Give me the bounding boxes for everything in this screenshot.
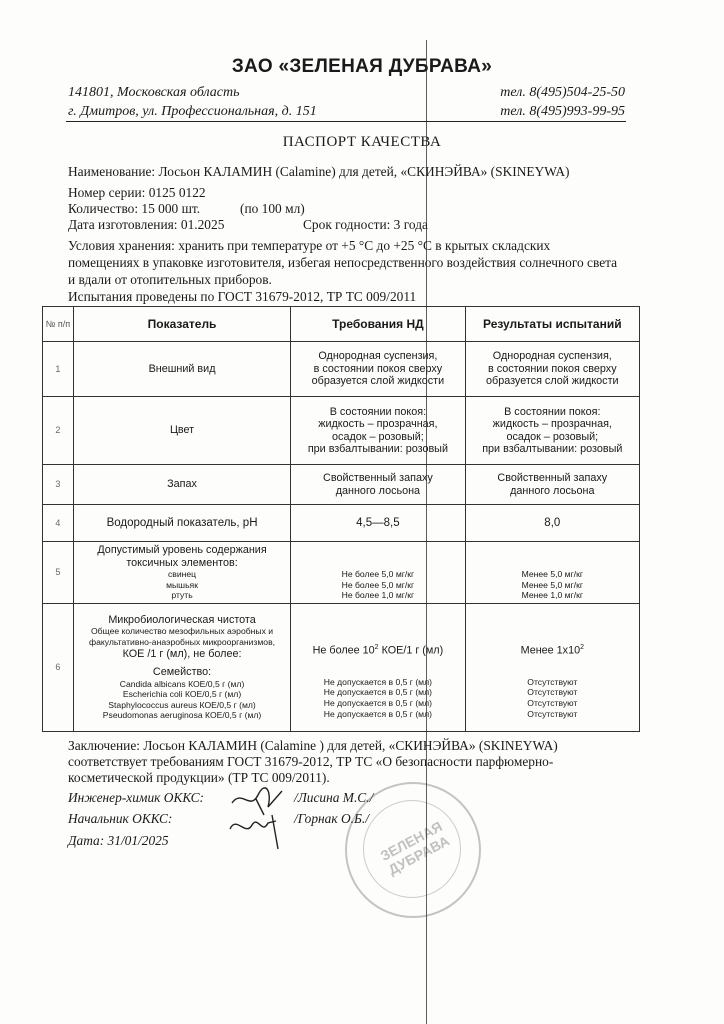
manufacture-date: Дата изготовления: 01.2025 — [68, 217, 225, 232]
series-number: Номер серии: 0125 0122 — [68, 185, 206, 200]
storage-conditions: Условия хранения: хранить при температуре от +5 °С до +25 °С в крытых складских помещениях в упаковке изготовителя, избегая непосредственного воздействия солнечного света и вдали от отопительных приборов. — [68, 238, 618, 287]
row-indicator: Допустимый уровень содержания токсичных элементов: свинец мышьяк ртуть — [73, 542, 290, 604]
row-requirement: Свойственный запаху данного лосьона — [291, 465, 465, 505]
row-requirement: В состоянии покоя: жидкость – прозрачная, осадок – розовый; при взбалтывании: розовый — [291, 397, 465, 465]
row-num: 6 — [43, 604, 74, 732]
table-row — [43, 465, 640, 505]
chief-label: Начальник ОККС: — [68, 811, 173, 826]
document-title: ПАСПОРТ КАЧЕСТВА — [282, 134, 442, 150]
row-result: Однородная суспензия, в состоянии покоя сверху образуется слой жидкости — [465, 342, 639, 397]
quality-table — [42, 306, 640, 732]
scan-fold-line — [426, 40, 427, 1024]
row-result: 8,0 — [465, 505, 639, 542]
chief-name: /Горнак О.Б./ — [294, 811, 369, 826]
table-row — [43, 397, 640, 465]
engineer-label: Инженер-химик ОККС: — [68, 790, 204, 805]
row-requirement: 4,5—8,5 — [291, 505, 465, 542]
row-num: 5 — [43, 542, 74, 604]
header-requirement: Требования НД — [291, 307, 465, 342]
address-line-2: г. Дмитров, ул. Профессиональная, д. 151 — [68, 104, 317, 119]
row-num: 3 — [43, 465, 74, 505]
row-indicator: Водородный показатель, рН — [73, 505, 290, 542]
header-result: Результаты испытаний — [465, 307, 639, 342]
header-num: № п/п — [43, 307, 74, 342]
signature-scribbles — [228, 785, 298, 855]
test-standards: Испытания проведены по ГОСТ 31679-2012, ТР ТС 009/2011 — [68, 289, 417, 304]
shelf-life: Срок годности: 3 года — [303, 217, 428, 232]
table-row — [43, 604, 640, 732]
row-indicator: Микробиологическая чистота Общее количество мезофильных аэробных и факультативно-анаэробных микроорганизмов, КОЕ /1 г (мл), не более: Семейство: Candida albicans КОЕ/0,5 г (мл) Escherichia coli КОЕ/0,5 г (мл) Staphylococcus aureus КОЕ/0,5 г (мл) Pseudomonas aeruginosa КОЕ/0,5 г (мл) — [73, 604, 290, 732]
header-indicator: Показатель — [73, 307, 290, 342]
phone-1: тел. 8(495)504-25-50 — [500, 85, 625, 100]
row-num: 1 — [43, 342, 74, 397]
document-date: Дата: 31/01/2025 — [68, 833, 169, 848]
row-indicator: Запах — [73, 465, 290, 505]
product-name: Наименование: Лосьон КАЛАМИН (Calamine) для детей, «СКИНЭЙВА» (SKINEYWA) — [68, 164, 570, 179]
row-result: В состоянии покоя: жидкость – прозрачная, осадок – розовый; при взбалтывании: розовый — [465, 397, 639, 465]
row-num: 2 — [43, 397, 74, 465]
header-divider — [66, 121, 626, 122]
table-row — [43, 342, 640, 397]
phone-2: тел. 8(495)993-99-95 — [500, 104, 625, 119]
row-result: Свойственный запаху данного лосьона — [465, 465, 639, 505]
row-result: Менее $1x10^2$ Отсутствуют Отсутствуют Отсутствуют Отсутствуют — [465, 604, 639, 732]
quantity: Количество: 15 000 шт. — [68, 201, 201, 216]
row-result: Менее 5,0 мг/кг Менее 5,0 мг/кг Менее 1,0 мг/кг — [465, 542, 639, 604]
row-requirement: Однородная суспензия, в состоянии покоя сверху образуется слой жидкости — [291, 342, 465, 397]
conclusion: Заключение: Лосьон КАЛАМИН (Calamine ) для детей, «СКИНЭЙВА» (SKINEYWA) соответствует требованиям ГОСТ 31679-2012, ТР ТС «О безопасности парфюмерно-косметической продукции» (ТР ТС 009/2011). — [68, 738, 558, 785]
row-indicator: Цвет — [73, 397, 290, 465]
company-stamp: ЗЕЛЕНАЯ ДУБРАВА — [345, 782, 481, 918]
row-requirement: Не более 5,0 мг/кг Не более 5,0 мг/кг Не более 1,0 мг/кг — [291, 542, 465, 604]
address-line-1: 141801, Московская область — [68, 85, 240, 100]
engineer-name: /Лисина М.С./ — [294, 790, 374, 805]
row-indicator: Внешний вид — [73, 342, 290, 397]
table-row — [43, 505, 640, 542]
row-requirement: Не более $10^2$ КОЕ/1 г (мл) Не допускается в 0,5 г (мл) Не допускается в 0,5 г (мл) Не допускается в 0,5 г (мл) Не допускается в 0,5 г (мл) — [291, 604, 465, 732]
row-num: 4 — [43, 505, 74, 542]
company-name: ЗАО «ЗЕЛЕНАЯ ДУБРАВА» — [231, 56, 493, 77]
volume: (по 100 мл) — [240, 201, 305, 216]
table-header-row — [43, 307, 640, 342]
table-row — [43, 542, 640, 604]
